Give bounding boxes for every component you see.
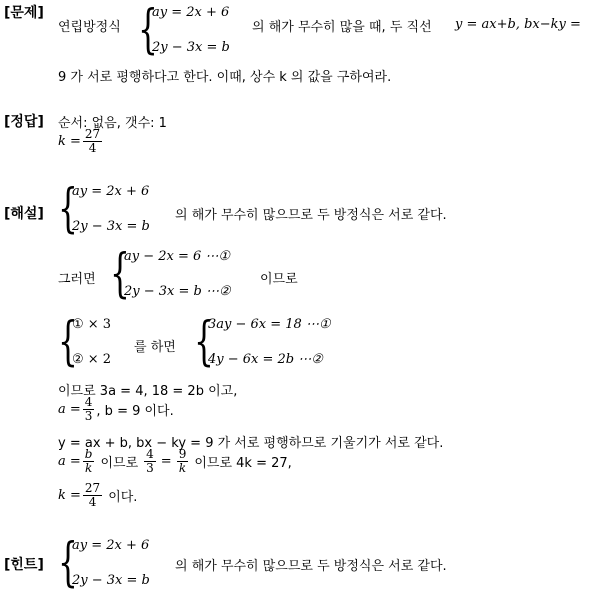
left-brace-icon: { — [138, 0, 158, 60]
solution-then: 그러면 — [58, 272, 96, 287]
solution-l5-lhs: k = — [58, 488, 81, 503]
answer-k — [58, 128, 104, 155]
problem-eq2: 2y − 3x = b — [152, 40, 230, 55]
solution-system-3 — [58, 312, 112, 372]
solution-l4-end: 이므로 4k = 27, — [194, 456, 292, 471]
solution-sys3-eq1: ① × 3 — [72, 317, 112, 332]
hint-after: 의 해가 무수히 많으므로 두 방정식은 서로 같다. — [175, 559, 447, 574]
solution-l2-rest: , b = 9 이다. — [96, 404, 174, 419]
solution-sys1-after: 의 해가 무수히 많으므로 두 방정식은 서로 같다. — [175, 208, 447, 223]
left-brace-icon: { — [58, 312, 78, 372]
solution-sys2-eq1: ay − 2x = 6 ⋯① — [124, 249, 231, 264]
solution-l4-num1: b — [84, 447, 93, 461]
problem-after-system: 의 해가 무수히 많을 때, 두 직선 — [252, 20, 432, 35]
solution-sys2-eq2: 2y − 3x = b ⋯② — [124, 284, 231, 299]
problem-tag: [문제] — [4, 5, 44, 21]
solution-l5 — [58, 482, 137, 509]
hint-tag: [힌트] — [4, 557, 44, 573]
solution-l2-lhs: a = — [58, 402, 81, 417]
left-brace-icon: { — [110, 244, 130, 304]
problem-intro: 연립방정식 — [58, 20, 121, 35]
solution-system-1 — [58, 179, 150, 239]
solution-l4-den3: k — [178, 461, 187, 475]
solution-l2 — [58, 396, 174, 423]
solution-l4-fraction-1 — [83, 448, 95, 475]
answer-tag: [정답] — [4, 114, 44, 130]
solution-sys3-mid: 를 하면 — [134, 340, 176, 355]
solution-l4-den1: k — [84, 461, 93, 475]
solution-sys3-eq2: ② × 2 — [72, 352, 112, 367]
solution-l2-num: 4 — [84, 395, 93, 409]
hint-eq2: 2y − 3x = b — [72, 573, 150, 588]
answer-k-lhs: k = — [58, 134, 81, 149]
solution-system-2 — [110, 244, 231, 304]
solution-sys1-eq1: ay = 2x + 6 — [72, 184, 150, 199]
solution-l5-end: 이다. — [108, 490, 138, 505]
solution-sys1-eq2: 2y − 3x = b — [72, 219, 150, 234]
solution-sys2-after: 이므로 — [260, 272, 298, 287]
solution-l4-mid: 이므로 — [100, 456, 139, 471]
solution-l5-den: 4 — [88, 495, 97, 509]
solution-l5-num: 27 — [84, 481, 101, 495]
solution-l4-fraction-3 — [177, 448, 189, 475]
solution-tag: [해설] — [4, 206, 44, 222]
solution-l2-fraction — [83, 396, 95, 423]
solution-sys4-eq2: 4y − 6x = 2b ⋯② — [208, 352, 323, 367]
solution-l4-num2: 4 — [146, 447, 154, 461]
solution-l4-num3: 9 — [178, 447, 187, 461]
solution-l3: y = ax + b, bx − ky = 9 가 서로 평행하므로 기울기가 서로 같다. — [58, 436, 444, 451]
answer-line1: 순서: 없음, 갯수: 1 — [58, 116, 167, 131]
problem-lines: y = ax+b, bx−ky = — [455, 17, 581, 32]
solution-sys4-eq1: 3ay − 6x = 18 ⋯① — [208, 317, 331, 332]
problem-line2: 9 가 서로 평행하다고 한다. 이때, 상수 k 의 값을 구하여라. — [58, 70, 392, 85]
answer-k-fraction — [83, 128, 102, 155]
solution-l4-den2: 3 — [146, 461, 154, 475]
answer-k-den: 4 — [88, 141, 97, 155]
answer-k-num: 27 — [84, 127, 101, 141]
solution-l1: 이므로 3a = 4, 18 = 2b 이고, — [58, 384, 238, 399]
solution-l4-fraction-2 — [144, 448, 156, 475]
solution-l2-den: 3 — [84, 409, 93, 423]
solution-l5-fraction — [83, 482, 102, 509]
solution-l4-eq: = — [160, 454, 172, 469]
left-brace-icon: { — [58, 179, 78, 239]
solution-l4-lhs: a = — [58, 454, 81, 469]
hint-eq1: ay = 2x + 6 — [72, 538, 150, 553]
left-brace-icon: { — [194, 312, 214, 372]
solution-system-4 — [194, 312, 331, 372]
problem-system — [138, 0, 230, 60]
left-brace-icon: { — [58, 533, 78, 593]
hint-system — [58, 533, 150, 593]
solution-l4 — [58, 448, 292, 475]
problem-eq1: ay = 2x + 6 — [152, 5, 230, 20]
